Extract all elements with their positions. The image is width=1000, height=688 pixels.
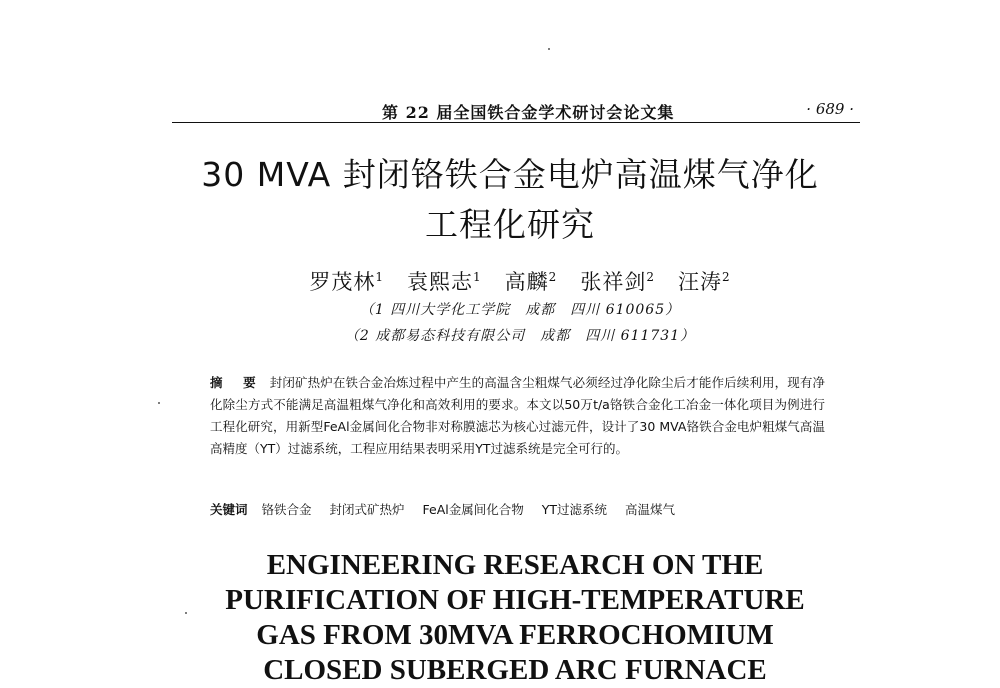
english-title-line-2: PURIFICATION OF HIGH-TEMPERATURE (225, 584, 805, 616)
keywords-label: 关键词 (210, 502, 248, 517)
english-title-line-3: GAS FROM 30MVA FERROCHOMIUM (256, 619, 774, 651)
scan-speck (548, 48, 550, 50)
abstract-text: 封闭矿热炉在铁合金冶炼过程中产生的高温含尘粗煤气必须经过净化除尘后才能作后续利用，现有净化除尘方式不能满足高温粗煤气净化和高效利用的要求。本文以50万t/a铬铁合金化工冶金一体化项目为例进行工程化研究，用新型FeAl金属间化合物非对称膜滤芯为核心过滤元件，设计了30 MVA铬铁合金电炉粗煤气高温高精度（YT）过滤系统，工程应用结果表明采用YT过滤系统是完全可行的。 (210, 375, 825, 456)
proceedings-title: 第 22 届全国铁合金学术研讨会论文集 (382, 103, 675, 122)
abstract-label: 摘 要 (210, 375, 264, 390)
author: 袁熙志$^1$ (407, 270, 482, 294)
english-title (170, 548, 860, 688)
running-header (172, 100, 860, 122)
affiliation-2: （2 成都易态科技有限公司 成都 四川 611731） (344, 328, 696, 344)
author: 张祥剑$^2$ (580, 270, 655, 294)
keyword: 高温煤气 (624, 502, 675, 517)
page-number: · 689 · (806, 100, 854, 118)
english-title-line-1: ENGINEERING RESEARCH ON THE (266, 549, 764, 581)
keyword: FeAl金属间化合物 (422, 502, 524, 517)
chinese-title-line-2: 工程化研究 (425, 205, 595, 244)
author: 汪涛$^2$ (678, 270, 731, 294)
author: 高麟$^2$ (504, 270, 558, 294)
english-title-line-4: CLOSED SUBERGED ARC FURNACE (263, 654, 767, 686)
keyword: 封闭式矿热炉 (329, 502, 405, 517)
chinese-title (160, 150, 860, 250)
keyword: 铬铁合金 (261, 502, 312, 517)
header-rule (172, 122, 860, 123)
keyword: YT过滤系统 (541, 502, 607, 517)
author: 罗茂林$^1$ (309, 270, 384, 294)
abstract (210, 372, 825, 460)
author-list (260, 266, 780, 296)
scan-speck (158, 402, 160, 404)
chinese-title-line-1: 30 MVA 封闭铬铁合金电炉高温煤气净化 (201, 155, 819, 194)
affiliation-1: （1 四川大学化工学院 成都 四川 610065） (359, 302, 681, 318)
scan-speck (185, 612, 187, 614)
keywords (210, 499, 825, 521)
